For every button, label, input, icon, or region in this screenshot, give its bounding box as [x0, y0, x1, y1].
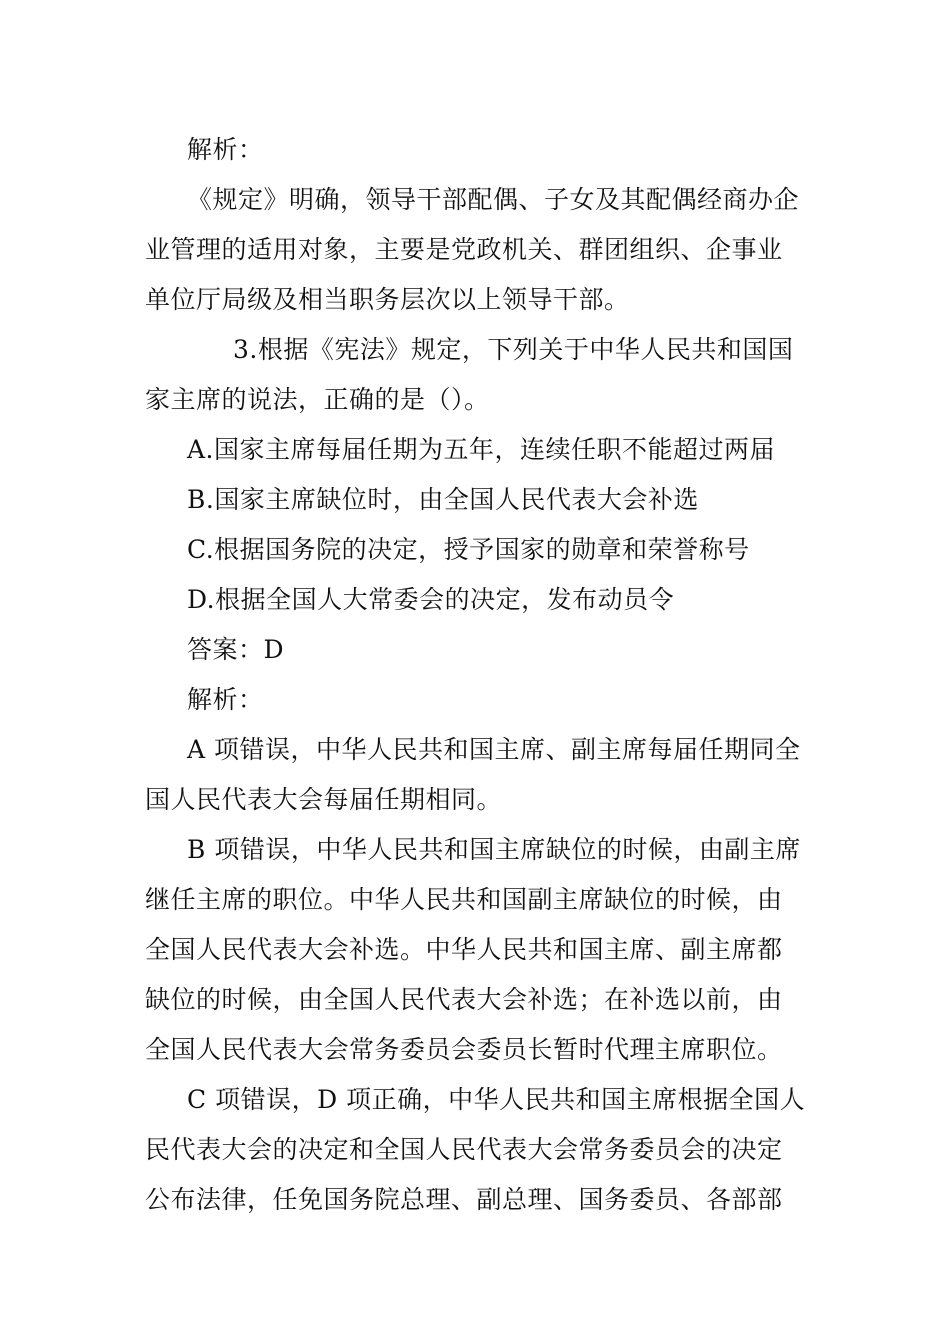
analysis-paragraph-line: 《规定》明确，领导干部配偶、子女及其配偶经商办企 [187, 185, 800, 214]
analysis-b-line: 缺位的时候，由全国人民代表大会补选；在补选以前，由 [145, 985, 783, 1014]
analysis-paragraph-line: 单位厅局级及相当职务层次以上领导干部。 [145, 285, 630, 314]
question-3-line: 3.根据《宪法》规定，下列关于中华人民共和国国 [233, 335, 794, 364]
analysis-a-line: A 项错误，中华人民共和国主席、副主席每届任期同全 [187, 735, 801, 764]
analysis-b-line: 继任主席的职位。中华人民共和国副主席缺位的时候，由 [145, 885, 783, 914]
analysis-cd-line: C 项错误，D 项正确，中华人民共和国主席根据全国人 [187, 1085, 806, 1114]
analysis-b-line: 全国人民代表大会补选。中华人民共和国主席、副主席都 [145, 935, 783, 964]
analysis-label: 解析： [187, 685, 264, 714]
option-d: D.根据全国人大常委会的决定，发布动员令 [187, 585, 675, 614]
analysis-paragraph-line: 业管理的适用对象，主要是党政机关、群团组织、企事业 [145, 235, 783, 264]
answer-line: 答案：D [187, 635, 285, 664]
analysis-a-line: 国人民代表大会每届任期相同。 [145, 785, 503, 814]
analysis-b-line: B 项错误，中华人民共和国主席缺位的时候，由副主席 [187, 835, 801, 864]
analysis-cd-line: 民代表大会的决定和全国人民代表大会常务委员会的决定 [145, 1135, 783, 1164]
option-c: C.根据国务院的决定，授予国家的勋章和荣誉称号 [187, 535, 750, 564]
option-a: A.国家主席每届任期为五年，连续任职不能超过两届 [187, 435, 776, 464]
option-b: B.国家主席缺位时，由全国人民代表大会补选 [187, 485, 699, 514]
analysis-b-line: 全国人民代表大会常务委员会委员长暂时代理主席职位。 [145, 1035, 783, 1064]
question-3-line: 家主席的说法，正确的是（）。 [145, 385, 490, 414]
analysis-cd-line: 公布法律，任免国务院总理、副总理、国务委员、各部部 [145, 1185, 783, 1214]
analysis-label: 解析： [187, 135, 264, 164]
